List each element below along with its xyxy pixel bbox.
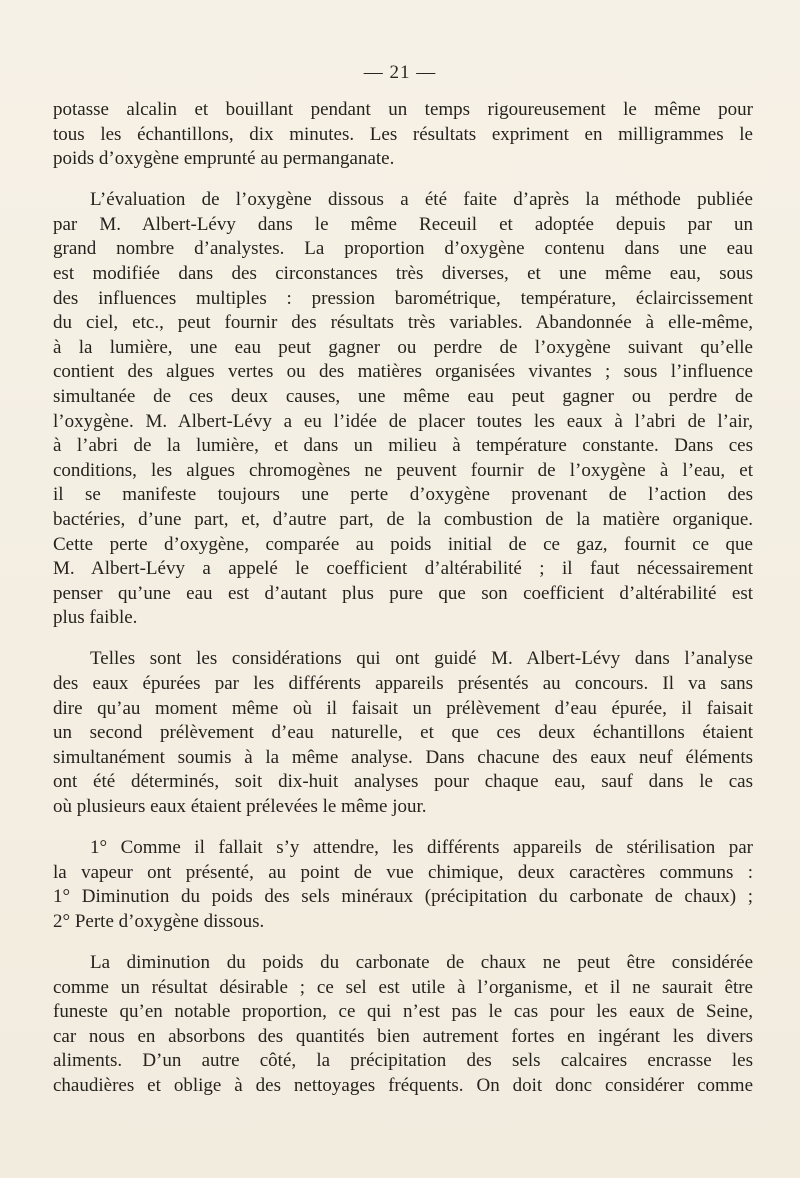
text-line: des influences multiples : pression barométrique, température, éclaircissement xyxy=(53,287,753,309)
paragraph xyxy=(53,647,753,819)
text-line: aliments. D’un autre côté, la précipitation des sels calcaires encrasse les xyxy=(53,1050,753,1072)
text-line: poids d’oxygène emprunté au permanganate. xyxy=(53,148,395,170)
text-line: funeste qu’en notable proportion, ce qui n’est pas le cas pour les eaux de Seine, xyxy=(53,1001,753,1023)
text-line: conditions, les algues chromogènes ne peuvent fournir de l’oxygène à l’eau, et xyxy=(53,459,753,481)
text-line: un second prélèvement d’eau naturelle, et que ces deux échantillons étaient xyxy=(53,722,753,744)
text-line: 1° Diminution du poids des sels minéraux (précipitation du carbonate de chaux) ; xyxy=(53,886,753,908)
text-line: potasse alcalin et bouillant pendant un temps rigoureusement le même pour xyxy=(53,99,753,120)
text-line: à la lumière, une eau peut gagner ou perdre de l’oxygène suivant qu’elle xyxy=(53,336,753,358)
text-line: La diminution du poids du carbonate de chaux ne peut être considérée xyxy=(90,952,753,973)
paragraph xyxy=(53,951,753,1099)
text-line: dire qu’au moment même où il faisait un prélèvement d’eau épurée, il faisait xyxy=(53,697,753,719)
text-line: tous les échantillons, dix minutes. Les résultats expriment en milligrammes le xyxy=(53,123,753,145)
text-line: par M. Albert-Lévy dans le même Receuil et adoptée depuis par un xyxy=(53,213,753,235)
text-line: est modifiée dans des circonstances très diverses, et une même eau, sous xyxy=(53,263,753,285)
page-number: — 21 — xyxy=(363,62,437,83)
text-line: penser qu’une eau est d’autant plus pure que son coefficient d’altérabilité est xyxy=(53,582,753,604)
paragraph xyxy=(53,836,753,934)
text-line: bactéries, d’une part, et, d’autre part, de la combustion de la matière organique. xyxy=(53,509,753,530)
text-line: contient des algues vertes ou des matières organisées vivantes ; sous l’influence xyxy=(53,361,753,383)
text-line: à l’abri de la lumière, et dans un milieu à température constante. Dans ces xyxy=(53,435,753,457)
text-line: où plusieurs eaux étaient prélevées le même jour. xyxy=(53,796,427,818)
text-line: la vapeur ont présenté, au point de vue chimique, deux caractères communs : xyxy=(53,861,753,883)
paragraph xyxy=(53,188,753,631)
text-line: simultanée de ces deux causes, une même eau peut gagner ou perdre de xyxy=(53,386,753,408)
text-line: comme un résultat désirable ; ce sel est utile à l’organisme, et il ne saurait être xyxy=(53,976,753,998)
text-line: Telles sont les considérations qui ont guidé M. Albert-Lévy dans l’analyse xyxy=(90,648,753,670)
text-line: 1° Comme il fallait s’y attendre, les différents appareils de stérilisation par xyxy=(90,837,753,859)
text-line: simultanément soumis à la même analyse. Dans chacune des eaux neuf éléments xyxy=(53,746,753,768)
text-line: l’oxygène. M. Albert-Lévy a eu l’idée de placer toutes les eaux à l’abri de l’air, xyxy=(53,410,753,432)
text-line: Cette perte d’oxygène, comparée au poids initial de ce gaz, fournit ce que xyxy=(53,533,753,555)
text-line: M. Albert-Lévy a appelé le coefficient d’altérabilité ; il faut nécessairement xyxy=(53,558,753,580)
text-line: ont été déterminés, soit dix-huit analyses pour chaque eau, sauf dans le cas xyxy=(53,771,753,793)
text-line: 2° Perte d’oxygène dissous. xyxy=(53,910,265,932)
text-line: des eaux épurées par les différents appareils présentés au concours. Il va sans xyxy=(53,673,753,695)
body-text xyxy=(53,98,753,1115)
text-line: il se manifeste toujours une perte d’oxygène provenant de l’action des xyxy=(53,484,753,506)
text-line: chaudières et oblige à des nettoyages fréquents. On doit donc considérer comme xyxy=(53,1074,753,1096)
paragraph xyxy=(53,98,753,172)
text-line: car nous en absorbons des quantités bien autrement fortes en ingérant les divers xyxy=(53,1025,753,1047)
text-line: du ciel, etc., peut fournir des résultats très variables. Abandonnée à elle-même, xyxy=(53,312,753,334)
text-line: plus faible. xyxy=(53,607,138,629)
text-line: grand nombre d’analystes. La proportion d’oxygène contenu dans une eau xyxy=(53,238,753,260)
text-line: L’évaluation de l’oxygène dissous a été faite d’après la méthode publiée xyxy=(90,189,753,211)
